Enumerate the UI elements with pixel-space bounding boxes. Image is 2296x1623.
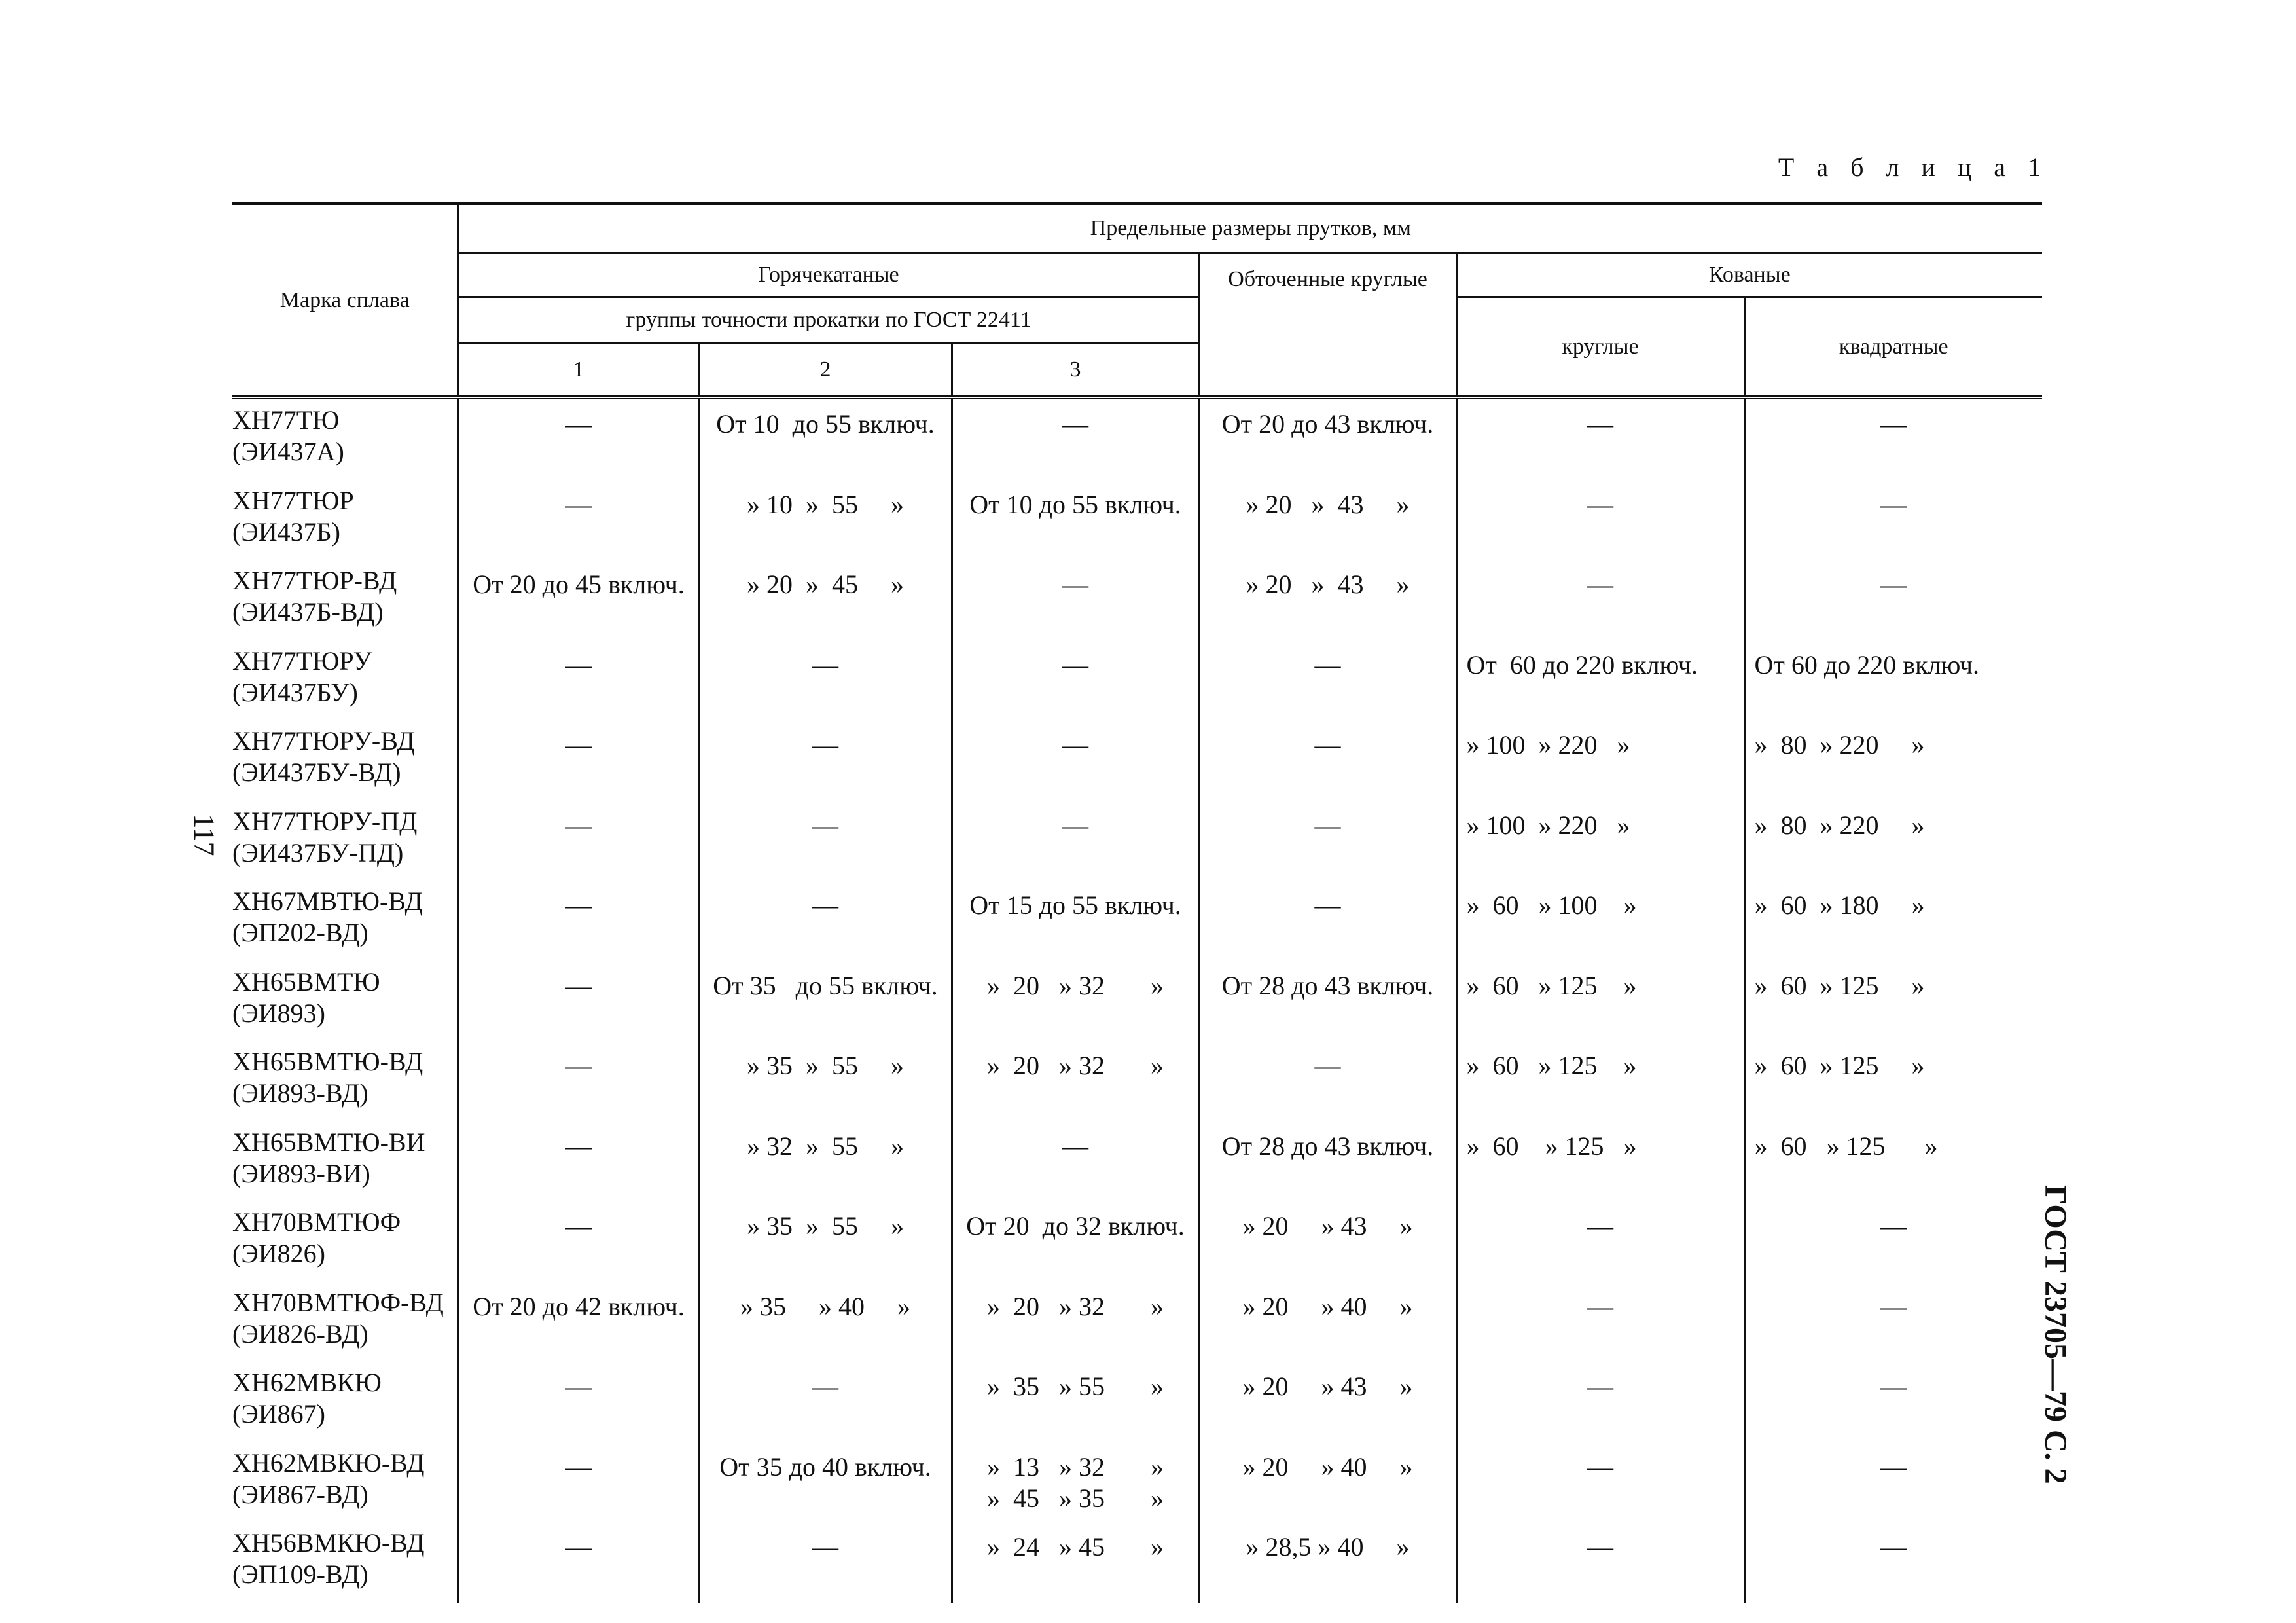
hot-rolled-group-3-cell: — bbox=[952, 801, 1199, 881]
table-row bbox=[232, 1041, 2042, 1122]
hot-rolled-group-2-cell: » 35 » 55 » bbox=[699, 1041, 952, 1122]
hot-rolled-group-3-cell: От 20 до 32 включ. bbox=[952, 1201, 1199, 1282]
table-row bbox=[232, 720, 2042, 801]
table-row bbox=[232, 640, 2042, 721]
hot-rolled-group-1-cell: — bbox=[458, 881, 699, 961]
alloy-grade-cell: ХН77ТЮР (ЭИ437Б) bbox=[232, 485, 354, 547]
hot-rolled-group-2-cell: — bbox=[699, 1362, 952, 1442]
alloy-grade-cell: ХН56ВМКЮ-ВД (ЭП109-ВД) bbox=[232, 1528, 425, 1589]
hot-rolled-group-1-cell: — bbox=[458, 1201, 699, 1282]
forged-square-cell: — bbox=[1744, 1522, 2042, 1603]
forged-round-cell: — bbox=[1456, 397, 1744, 480]
hot-rolled-group-2-cell: » 35 » 55 » bbox=[699, 1201, 952, 1282]
hot-rolled-group-1-cell: — bbox=[458, 1442, 699, 1523]
forged-round-cell: — bbox=[1456, 1362, 1744, 1442]
hot-rolled-group-1-cell: От 20 до 42 включ. bbox=[458, 1282, 699, 1362]
forged-square-cell: От 60 до 220 включ. bbox=[1744, 640, 2042, 721]
forged-square-cell: » 80 » 220 » bbox=[1744, 720, 2042, 801]
forged-round-cell: — bbox=[1456, 1522, 1744, 1603]
hot-rolled-group-1-cell: — bbox=[458, 640, 699, 721]
alloy-grade-cell: ХН65ВМТЮ-ВД (ЭИ893-ВД) bbox=[232, 1047, 423, 1108]
hot-rolled-group-1-cell: — bbox=[458, 480, 699, 560]
hot-rolled-group-1-cell: — bbox=[458, 720, 699, 801]
forged-square-cell: » 80 » 220 » bbox=[1744, 801, 2042, 881]
hot-rolled-group-1-cell: — bbox=[458, 1362, 699, 1442]
forged-square-cell: — bbox=[1744, 480, 2042, 560]
header-group-3: 3 bbox=[952, 344, 1199, 398]
hot-rolled-group-1-cell: — bbox=[458, 1041, 699, 1122]
header-forged-round: круглые bbox=[1456, 297, 1744, 398]
hot-rolled-group-1-cell: От 20 до 45 включ. bbox=[458, 560, 699, 640]
alloy-grade-cell: ХН65ВМТЮ (ЭИ893) bbox=[232, 966, 380, 1028]
forged-round-cell: » 60 » 125 » bbox=[1456, 1041, 1744, 1122]
forged-square-cell: » 60 » 125 » bbox=[1744, 1041, 2042, 1122]
hot-rolled-group-2-cell: — bbox=[699, 1522, 952, 1603]
alloy-size-table bbox=[232, 202, 2042, 1603]
table-row bbox=[232, 961, 2042, 1042]
hot-rolled-group-3-cell: — bbox=[952, 560, 1199, 640]
forged-round-cell: — bbox=[1456, 1282, 1744, 1362]
turned-round-cell: » 20 » 40 » bbox=[1199, 1442, 1456, 1523]
hot-rolled-group-3-cell: — bbox=[952, 397, 1199, 480]
alloy-grade-cell: ХН65ВМТЮ-ВИ (ЭИ893-ВИ) bbox=[232, 1127, 425, 1188]
turned-round-cell: » 20 » 43 » bbox=[1199, 560, 1456, 640]
turned-round-cell: — bbox=[1199, 640, 1456, 721]
forged-square-cell: — bbox=[1744, 560, 2042, 640]
page-number: 117 bbox=[188, 814, 221, 856]
hot-rolled-group-1-cell: — bbox=[458, 961, 699, 1042]
alloy-grade-cell: ХН77ТЮРУ-ПД (ЭИ437БУ-ПД) bbox=[232, 806, 418, 867]
table-row bbox=[232, 1522, 2042, 1603]
hot-rolled-group-3-cell: » 20 » 32 » bbox=[952, 961, 1199, 1042]
hot-rolled-group-2-cell: » 20 » 45 » bbox=[699, 560, 952, 640]
hot-rolled-group-2-cell: — bbox=[699, 640, 952, 721]
hot-rolled-group-3-cell: » 13 » 32 » » 45 » 35 » bbox=[952, 1442, 1199, 1523]
table-row bbox=[232, 801, 2042, 881]
table-row bbox=[232, 1362, 2042, 1442]
table-row bbox=[232, 881, 2042, 961]
forged-round-cell: » 60 » 125 » bbox=[1456, 1122, 1744, 1202]
header-group-2: 2 bbox=[699, 344, 952, 398]
forged-square-cell: — bbox=[1744, 1201, 2042, 1282]
hot-rolled-group-3-cell: — bbox=[952, 720, 1199, 801]
table-body bbox=[232, 397, 2042, 1603]
turned-round-cell: — bbox=[1199, 1041, 1456, 1122]
hot-rolled-group-3-cell: » 24 » 45 » bbox=[952, 1522, 1199, 1603]
forged-round-cell: » 60 » 100 » bbox=[1456, 881, 1744, 961]
turned-round-cell: » 28,5 » 40 » bbox=[1199, 1522, 1456, 1603]
turned-round-cell: » 20 » 40 » bbox=[1199, 1282, 1456, 1362]
table-row bbox=[232, 480, 2042, 560]
header-turned-round: Обточенные круглые bbox=[1199, 253, 1456, 398]
header-accuracy-groups: группы точности прокатки по ГОСТ 22411 bbox=[458, 297, 1199, 344]
header-forged-square: квадратные bbox=[1744, 297, 2042, 398]
hot-rolled-group-1-cell: — bbox=[458, 1122, 699, 1202]
table-row bbox=[232, 397, 2042, 480]
forged-square-cell: — bbox=[1744, 1362, 2042, 1442]
alloy-grade-cell: ХН62МВКЮ (ЭИ867) bbox=[232, 1368, 382, 1429]
alloy-grade-cell: ХН70ВМТЮФ-ВД (ЭИ826-ВД) bbox=[232, 1287, 444, 1349]
turned-round-cell: — bbox=[1199, 720, 1456, 801]
header-forged: Кованые bbox=[1456, 253, 2042, 297]
alloy-grade-cell: ХН67МВТЮ-ВД (ЭП202-ВД) bbox=[232, 886, 423, 947]
hot-rolled-group-2-cell: — bbox=[699, 801, 952, 881]
hot-rolled-group-3-cell: » 20 » 32 » bbox=[952, 1282, 1199, 1362]
hot-rolled-group-2-cell: » 10 » 55 » bbox=[699, 480, 952, 560]
turned-round-cell: — bbox=[1199, 881, 1456, 961]
forged-round-cell: — bbox=[1456, 1201, 1744, 1282]
forged-square-cell: — bbox=[1744, 1442, 2042, 1523]
table-row bbox=[232, 1201, 2042, 1282]
hot-rolled-group-3-cell: От 15 до 55 включ. bbox=[952, 881, 1199, 961]
turned-round-cell: От 28 до 43 включ. bbox=[1199, 961, 1456, 1042]
alloy-grade-cell: ХН77ТЮР-ВД (ЭИ437Б-ВД) bbox=[232, 566, 397, 627]
turned-round-cell: От 28 до 43 включ. bbox=[1199, 1122, 1456, 1202]
alloy-grade-cell: ХН77ТЮРУ-ВД (ЭИ437БУ-ВД) bbox=[232, 726, 415, 787]
table-caption: Т а б л и ц а 1 bbox=[1778, 153, 2049, 182]
forged-square-cell: » 60 » 125 » bbox=[1744, 961, 2042, 1042]
hot-rolled-group-3-cell: » 35 » 55 » bbox=[952, 1362, 1199, 1442]
hot-rolled-group-3-cell: — bbox=[952, 640, 1199, 721]
hot-rolled-group-3-cell: — bbox=[952, 1122, 1199, 1202]
forged-round-cell: — bbox=[1456, 480, 1744, 560]
header-group-1: 1 bbox=[458, 344, 699, 398]
forged-round-cell: » 60 » 125 » bbox=[1456, 961, 1744, 1042]
hot-rolled-group-2-cell: От 10 до 55 включ. bbox=[699, 397, 952, 480]
forged-round-cell: » 100 » 220 » bbox=[1456, 720, 1744, 801]
table-row bbox=[232, 560, 2042, 640]
header-alloy-grade: Марка сплава bbox=[232, 204, 458, 398]
hot-rolled-group-3-cell: От 10 до 55 включ. bbox=[952, 480, 1199, 560]
hot-rolled-group-1-cell: — bbox=[458, 801, 699, 881]
forged-round-cell: От 60 до 220 включ. bbox=[1456, 640, 1744, 721]
table-row bbox=[232, 1442, 2042, 1523]
forged-round-cell: — bbox=[1456, 560, 1744, 640]
forged-round-cell: » 100 » 220 » bbox=[1456, 801, 1744, 881]
hot-rolled-group-2-cell: — bbox=[699, 720, 952, 801]
document-id: ГОСТ 23705—79 С. 2 bbox=[2038, 1185, 2073, 1484]
header-bar-limits: Предельные размеры прутков, мм bbox=[458, 204, 2042, 253]
hot-rolled-group-1-cell: — bbox=[458, 397, 699, 480]
turned-round-cell: » 20 » 43 » bbox=[1199, 480, 1456, 560]
alloy-grade-cell: ХН77ТЮРУ (ЭИ437БУ) bbox=[232, 646, 372, 707]
hot-rolled-group-3-cell: » 20 » 32 » bbox=[952, 1041, 1199, 1122]
header-hot-rolled: Горячекатаные bbox=[458, 253, 1199, 297]
turned-round-cell: » 20 » 43 » bbox=[1199, 1201, 1456, 1282]
table-row bbox=[232, 1282, 2042, 1362]
alloy-grade-cell: ХН77ТЮ (ЭИ437А) bbox=[232, 405, 344, 466]
hot-rolled-group-2-cell: От 35 до 55 включ. bbox=[699, 961, 952, 1042]
forged-square-cell: » 60 » 125 » bbox=[1744, 1122, 2042, 1202]
alloy-grade-cell: ХН70ВМТЮФ (ЭИ826) bbox=[232, 1207, 401, 1268]
turned-round-cell: » 20 » 43 » bbox=[1199, 1362, 1456, 1442]
turned-round-cell: — bbox=[1199, 801, 1456, 881]
hot-rolled-group-2-cell: » 35 » 40 » bbox=[699, 1282, 952, 1362]
forged-square-cell: » 60 » 180 » bbox=[1744, 881, 2042, 961]
forged-square-cell: — bbox=[1744, 397, 2042, 480]
hot-rolled-group-1-cell: — bbox=[458, 1522, 699, 1603]
alloy-grade-cell: ХН62МВКЮ-ВД (ЭИ867-ВД) bbox=[232, 1448, 425, 1509]
turned-round-cell: От 20 до 43 включ. bbox=[1199, 397, 1456, 480]
forged-round-cell: — bbox=[1456, 1442, 1744, 1523]
hot-rolled-group-2-cell: От 35 до 40 включ. bbox=[699, 1442, 952, 1523]
table-row bbox=[232, 1122, 2042, 1202]
hot-rolled-group-2-cell: — bbox=[699, 881, 952, 961]
forged-square-cell: — bbox=[1744, 1282, 2042, 1362]
hot-rolled-group-2-cell: » 32 » 55 » bbox=[699, 1122, 952, 1202]
